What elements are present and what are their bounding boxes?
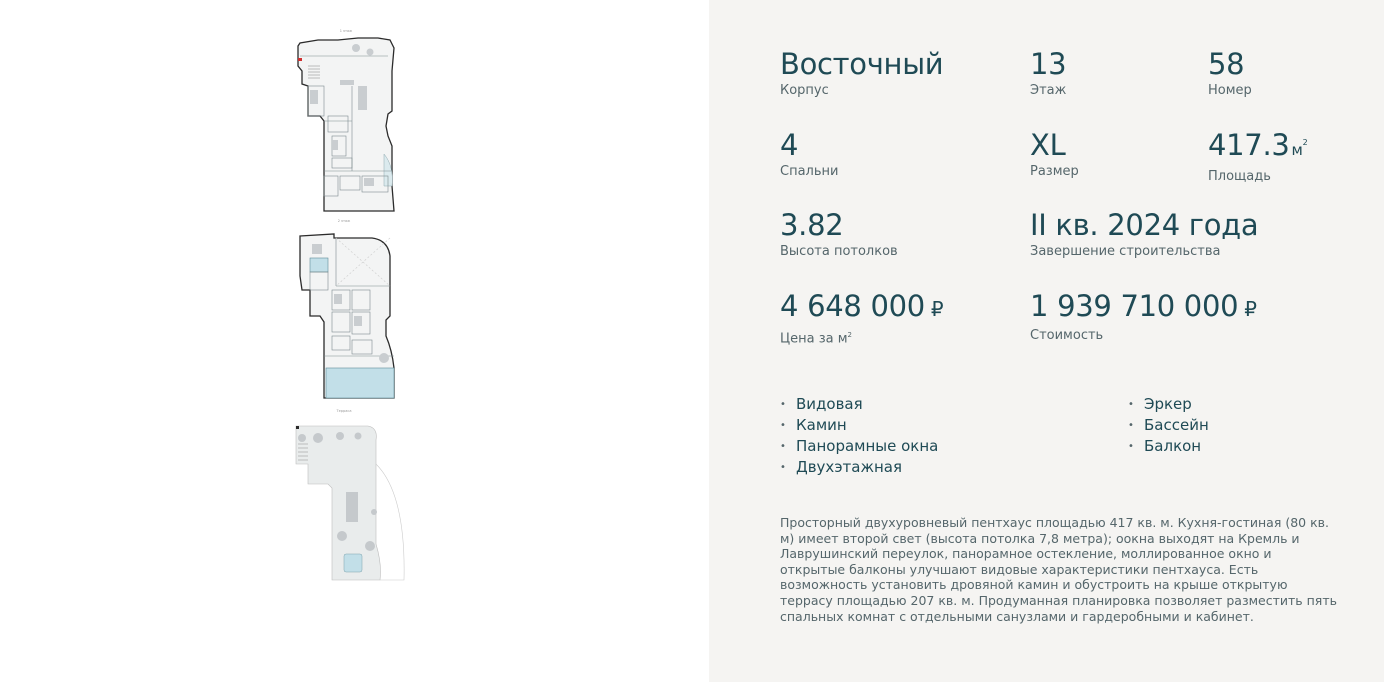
floor-1-plan[interactable]: [288, 26, 408, 216]
total-price-label: Стоимость: [1030, 328, 1104, 343]
feature-item: • Двухэтажная: [780, 457, 938, 478]
stat-building: [780, 47, 943, 99]
ceiling-value: 3.82: [780, 208, 844, 242]
stat-completion: [1030, 208, 1258, 260]
feature-item: • Эркер: [1128, 394, 1209, 415]
feature-item: • Панорамные окна: [780, 436, 938, 457]
number-value: 58: [1208, 47, 1245, 81]
price-per-m2-value: 4 648 000: [780, 289, 925, 323]
stat-floor: [1030, 47, 1066, 99]
stat-size: [1030, 128, 1079, 180]
feature-item: • Камин: [780, 415, 938, 436]
stat-bedrooms: [780, 128, 838, 180]
stat-total-price: [1030, 289, 1257, 344]
floor-1-drawing: [288, 26, 408, 216]
stat-price-per-m2: [780, 289, 943, 347]
total-price-row: [1030, 289, 1257, 326]
completion-value: II кв. 2024 года: [1030, 208, 1259, 242]
price-per-m2-label: Цена за $м^2$: [780, 331, 852, 347]
ceiling-label: Высота потолков: [780, 244, 898, 259]
floor-2-plan[interactable]: [288, 216, 408, 401]
apartment-description: Просторный двухуровневый пентхаус площадью 417 кв. м. Кухня-гостиная (80 кв. м) имеет второй свет (высота потолка 7,8 метра); оокна выходят на Кремль и Лаврушинский переулок, панорамное остекление, моллированное окно и открытые балконы улучшают видовые характеристики пентхауса. Есть возможность установить дровяной камин и обустроить на крыше открытую террасу площадью 207 кв. м. Продуманная планировка позволяет разместить пять спальных комнат с отдельными санузлами и гардеробными и кабинет.: [780, 515, 1337, 624]
ruble-icon: ₽: [930, 297, 944, 321]
building-value: Восточный: [780, 47, 944, 81]
stat-number: [1208, 47, 1252, 99]
floor-label: Этаж: [1030, 83, 1067, 98]
size-value: XL: [1030, 128, 1066, 162]
size-label: Размер: [1030, 164, 1079, 179]
area-unit: $м^2$: [1291, 138, 1308, 159]
completion-label: Завершение строительства: [1030, 244, 1221, 259]
floor-2-drawing: [288, 216, 408, 401]
area-value: 417.3: [1208, 128, 1290, 162]
floor-value: 13: [1030, 47, 1067, 81]
floor-2-label: 2 этаж: [337, 219, 351, 223]
area-value-row: [1208, 128, 1307, 167]
feature-item: • Балкон: [1128, 436, 1209, 457]
floor-1-label: 1 этаж: [339, 29, 353, 33]
stat-area: [1208, 128, 1307, 185]
total-price-value: 1 939 710 000: [1030, 289, 1239, 323]
area-label: Площадь: [1208, 169, 1271, 184]
price-per-m2-row: [780, 289, 943, 326]
features-list-left: [780, 394, 938, 478]
feature-item: • Бассейн: [1128, 415, 1209, 436]
feature-item: • Видовая: [780, 394, 938, 415]
roof-terrace-label: Терраса: [336, 409, 352, 413]
building-label: Корпус: [780, 83, 829, 98]
roof-terrace-drawing: [288, 404, 410, 586]
roof-terrace-plan[interactable]: [288, 404, 410, 586]
number-label: Номер: [1208, 83, 1252, 98]
features-list-right: [1128, 394, 1209, 457]
bedrooms-label: Спальни: [780, 164, 839, 179]
ruble-icon: ₽: [1244, 297, 1257, 321]
bedrooms-value: 4: [780, 128, 799, 162]
stat-ceiling: [780, 208, 898, 260]
